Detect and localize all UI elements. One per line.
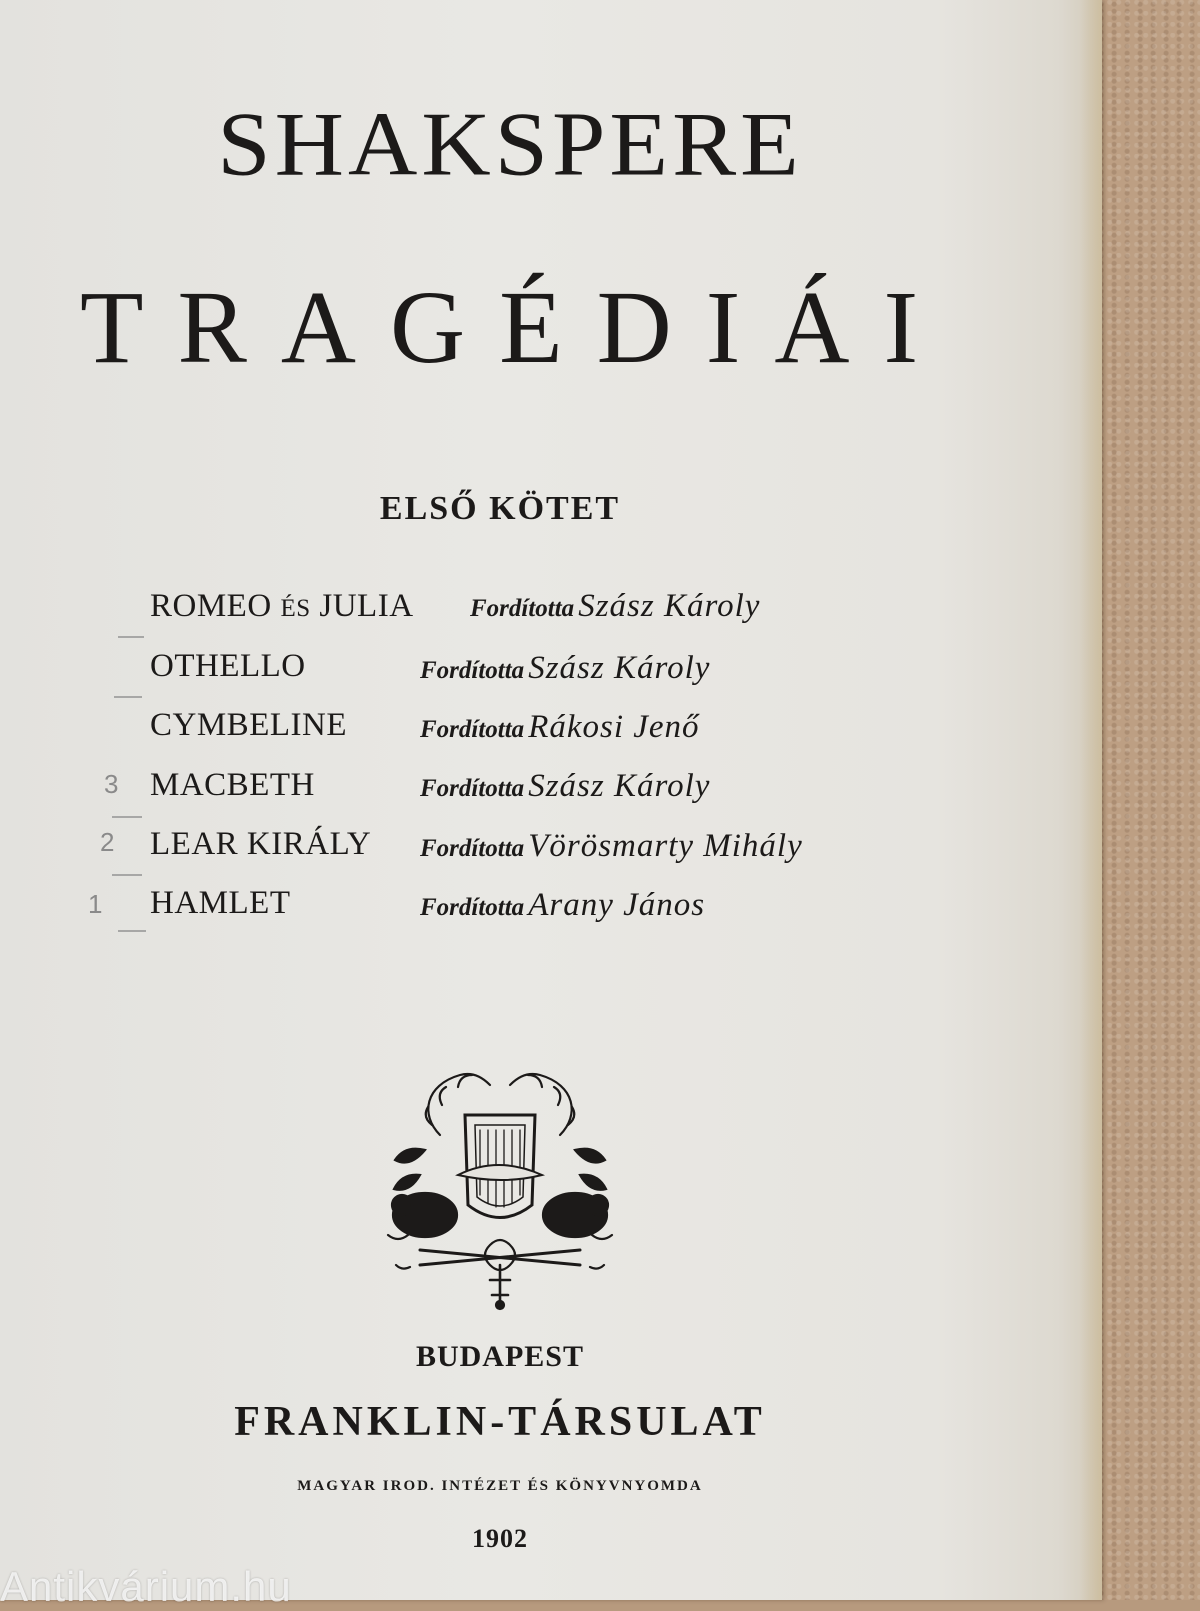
pencil-mark: 1 (88, 889, 103, 919)
translator-credit (420, 709, 700, 746)
imprint-year: 1902 (472, 1524, 528, 1553)
translator-credit (420, 650, 710, 687)
play-title-macbeth: MACBETH (150, 767, 315, 803)
publisher-emblem-icon (380, 1055, 620, 1315)
imprint-printer: MAGYAR IROD. INTÉZET ÉS KÖNYVNYOMDA (297, 1478, 703, 1494)
imprint-city: BUDAPEST (415, 1340, 585, 1373)
translator-name: Rákosi Jenő (528, 709, 700, 745)
play-title-conjunction: ÉS (280, 595, 311, 622)
pencil-dash (112, 816, 142, 818)
imprint-publisher: FRANKLIN-TÁRSULAT (234, 1399, 766, 1445)
pencil-mark: 2 (100, 827, 115, 857)
translated-by-label: Fordította (420, 894, 525, 921)
play-title-part: ROMEO (150, 588, 272, 624)
pencil-dash (118, 636, 144, 638)
translated-by-label: Fordította (470, 595, 575, 622)
translator-name: Szász Károly (528, 650, 711, 686)
pencil-dash (112, 874, 142, 876)
pencil-dash (114, 696, 142, 698)
play-title-romeo-es-julia (150, 588, 414, 625)
title-line-1: SHAKSPERE (217, 92, 803, 195)
title-line-2: TRAGÉDIÁI (80, 270, 953, 385)
translator-name: Vörösmarty Mihály (528, 828, 803, 864)
play-title-hamlet: HAMLET (150, 885, 291, 921)
translated-by-label: Fordította (420, 657, 525, 684)
play-title-lear-kiraly: LEAR KIRÁLY (150, 826, 372, 862)
page-edge (1080, 0, 1102, 1600)
play-title-cymbeline: CYMBELINE (150, 707, 347, 743)
play-title-othello: OTHELLO (150, 648, 306, 684)
translated-by-label: Fordította (420, 835, 525, 862)
play-title-part: JULIA (319, 588, 414, 624)
translator-credit (470, 588, 760, 625)
translator-name: Arany János (528, 887, 706, 923)
translator-name: Szász Károly (528, 768, 711, 804)
pencil-dash (118, 930, 146, 932)
volume-label: ELSŐ KÖTET (379, 490, 621, 527)
translator-credit (420, 887, 705, 924)
translated-by-label: Fordította (420, 775, 525, 802)
pencil-mark: 3 (104, 769, 119, 799)
translated-by-label: Fordította (420, 716, 525, 743)
translator-name: Szász Károly (578, 588, 761, 624)
watermark: Antikvárium.hu (0, 1563, 292, 1610)
translator-credit (420, 768, 710, 805)
translator-credit (420, 828, 803, 865)
